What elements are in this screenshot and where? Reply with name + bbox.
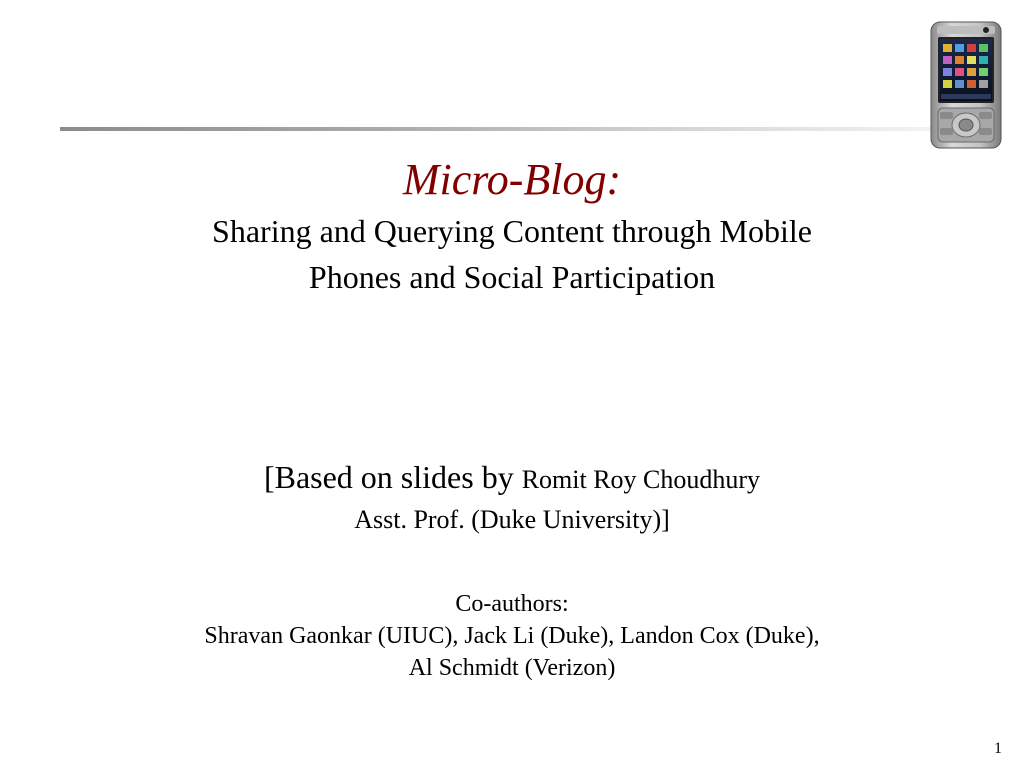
slide-title: Micro-Blog: xyxy=(402,155,622,204)
header-divider xyxy=(60,127,940,131)
slide-subtitle-line-1: Sharing and Querying Content through Mobile xyxy=(212,213,812,249)
attribution-affiliation: Asst. Prof. (Duke University)] xyxy=(354,505,670,534)
slide-subtitle-line-2: Phones and Social Participation xyxy=(308,259,716,295)
attribution-prefix: [Based on slides by xyxy=(263,459,522,495)
coauthors-label: Co-authors: xyxy=(455,591,569,617)
attribution-line xyxy=(0,455,1024,502)
coauthors-block xyxy=(0,588,1024,684)
coauthors-line-1: Shravan Gaonkar (UIUC), Jack Li (Duke), Landon Cox (Duke), xyxy=(204,623,820,649)
page-number: 1 xyxy=(994,740,1002,757)
coauthors-line-2: Al Schmidt (Verizon) xyxy=(408,655,616,681)
attribution-name: Romit Roy Choudhury xyxy=(521,465,761,494)
attribution-block xyxy=(0,455,1024,538)
mobile-phone-icon xyxy=(928,20,1004,150)
title-block xyxy=(0,152,1024,300)
